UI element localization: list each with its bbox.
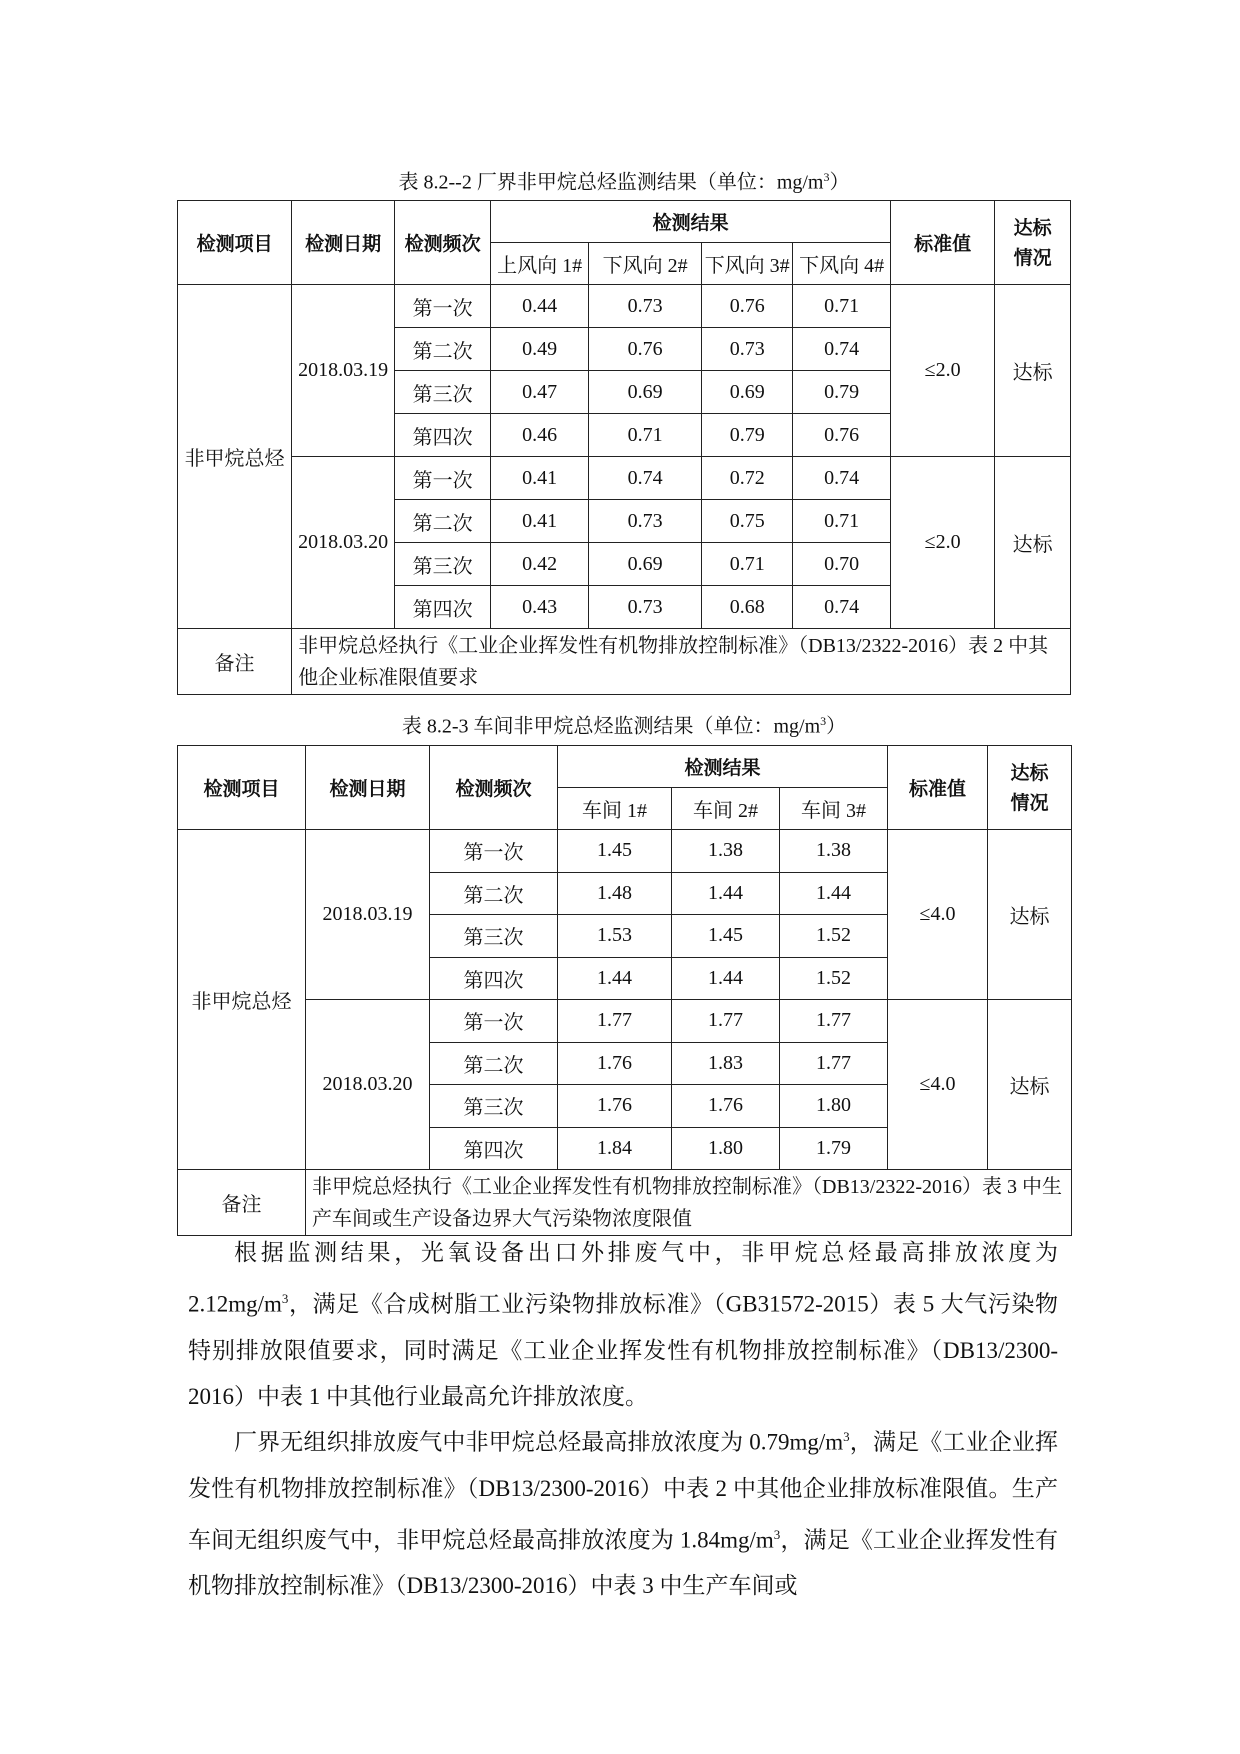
t2-cell: 1.52: [780, 957, 888, 1000]
t1-cell: 0.73: [589, 586, 702, 629]
t2-cell: 1.77: [780, 1000, 888, 1043]
t1-note-text: 非甲烷总烃执行《工业企业挥发性有机物排放控制标准》（DB13/2322-2016）表 2 中其他企业标准限值要求: [292, 629, 1071, 695]
t2-header-compliance-l1: 达标: [1010, 761, 1049, 784]
t1-date-1: 2018.03.19: [292, 285, 395, 457]
t2-status-2: 达标: [988, 1000, 1072, 1170]
t2-status-1: 达标: [988, 830, 1072, 1000]
t2-cell: 1.83: [672, 1042, 780, 1085]
t1-cell: 0.71: [589, 414, 702, 457]
t1-point-2: 下风向 2#: [589, 243, 702, 285]
t1-freq: 第三次: [395, 543, 491, 586]
table1-caption: [177, 165, 1071, 195]
t1-cell: 0.69: [589, 543, 702, 586]
t1-cell: 0.71: [793, 500, 891, 543]
t2-freq: 第二次: [430, 1042, 558, 1085]
t1-standard-1: ≤2.0: [891, 285, 995, 457]
t1-cell: 0.47: [491, 371, 589, 414]
t2-freq: 第三次: [430, 1085, 558, 1128]
table1-caption-sup: 3: [823, 170, 830, 184]
table1: [177, 200, 1071, 695]
t1-point-3: 下风向 3#: [702, 243, 793, 285]
t1-cell: 0.79: [793, 371, 891, 414]
t1-note-label: 备注: [178, 629, 292, 695]
t1-header-compliance-l1: 达标: [1013, 216, 1052, 239]
t1-cell: 0.72: [702, 457, 793, 500]
t2-cell: 1.79: [780, 1127, 888, 1170]
t2-cell: 1.45: [558, 830, 672, 873]
t1-cell: 0.76: [793, 414, 891, 457]
t1-standard-2: ≤2.0: [891, 457, 995, 629]
t1-cell: 0.69: [702, 371, 793, 414]
t2-cell: 1.44: [672, 957, 780, 1000]
t2-point-3: 车间 3#: [780, 788, 888, 830]
t2-standard-1: ≤4.0: [888, 830, 988, 1000]
t1-cell: 0.68: [702, 586, 793, 629]
t1-cell: 0.41: [491, 500, 589, 543]
t1-point-4: 下风向 4#: [793, 243, 891, 285]
t1-cell: 0.44: [491, 285, 589, 328]
t2-cell: 1.76: [558, 1042, 672, 1085]
t2-cell: 1.48: [558, 872, 672, 915]
t1-cell: 0.70: [793, 543, 891, 586]
t1-cell: 0.42: [491, 543, 589, 586]
t1-point-1: 上风向 1#: [491, 243, 589, 285]
t1-cell: 0.73: [589, 285, 702, 328]
t2-note-label: 备注: [178, 1170, 306, 1236]
t2-cell: 1.38: [780, 830, 888, 873]
t1-cell: 0.69: [589, 371, 702, 414]
t2-header-compliance-l2: 情况: [1010, 791, 1049, 814]
paragraph-2-text-a: 厂界无组织排放废气中非甲烷总烃最高排放浓度为 0.79mg/m: [234, 1429, 844, 1455]
table1-caption-text: 表 8.2--2 厂界非甲烷总烃监测结果（单位：mg/m: [398, 171, 824, 194]
t2-point-2: 车间 2#: [672, 788, 780, 830]
t2-header-standard: 标准值: [888, 746, 988, 830]
t2-cell: 1.76: [558, 1085, 672, 1128]
paragraph-2-text-c: ，满足《工业企业挥发性有机物排放控制标准》（DB13/2300-2016）中表 3 中生产车间或: [188, 1527, 1059, 1599]
table2-caption-text: 表 8.2-3 车间非甲烷总烃监测结果（单位：mg/m: [401, 715, 821, 738]
t1-cell: 0.73: [589, 500, 702, 543]
t1-cell: 0.41: [491, 457, 589, 500]
t1-freq: 第二次: [395, 328, 491, 371]
t1-status-1: 达标: [995, 285, 1071, 457]
table2-caption: [177, 709, 1071, 739]
t1-cell: 0.76: [589, 328, 702, 371]
t2-cell: 1.80: [672, 1127, 780, 1170]
t1-header-standard: 标准值: [891, 201, 995, 285]
t2-cell: 1.80: [780, 1085, 888, 1128]
t1-cell: 0.73: [702, 328, 793, 371]
t2-freq: 第四次: [430, 957, 558, 1000]
t2-cell: 1.77: [780, 1042, 888, 1085]
t2-header-date: 检测日期: [306, 746, 430, 830]
table2: [177, 745, 1072, 1236]
t1-cell: 0.71: [702, 543, 793, 586]
t2-header-compliance: [988, 746, 1072, 830]
t2-note-text: 非甲烷总烃执行《工业企业挥发性有机物排放控制标准》（DB13/2322-2016）表 3 中生产车间或生产设备边界大气污染物浓度限值: [306, 1170, 1072, 1236]
t1-cell: 0.71: [793, 285, 891, 328]
paragraph-2-sup-2: 3: [773, 1526, 781, 1542]
paragraph-1-text-b: ，满足《合成树脂工业污染物排放标准》（GB31572-2015）表 5 大气污染物特别排放限值要求，同时满足《工业企业挥发性有机物排放控制标准》（DB13/2300-2016）中表 1 中其他行业最高允许排放浓度。: [188, 1291, 1058, 1409]
t1-header-item: 检测项目: [178, 201, 292, 285]
t1-freq: 第四次: [395, 586, 491, 629]
t1-cell: 0.43: [491, 586, 589, 629]
t1-date-2: 2018.03.20: [292, 457, 395, 629]
table2-caption-sup: 3: [820, 714, 827, 728]
t1-status-2: 达标: [995, 457, 1071, 629]
t1-cell: 0.49: [491, 328, 589, 371]
t1-cell: 0.74: [793, 328, 891, 371]
t2-cell: 1.53: [558, 915, 672, 958]
t1-freq: 第二次: [395, 500, 491, 543]
t1-cell: 0.74: [589, 457, 702, 500]
t1-cell: 0.76: [702, 285, 793, 328]
t2-freq: 第二次: [430, 872, 558, 915]
t2-header-freq: 检测频次: [430, 746, 558, 830]
t2-date-2: 2018.03.20: [306, 1000, 430, 1170]
t2-item: 非甲烷总烃: [178, 830, 306, 1170]
t2-freq: 第四次: [430, 1127, 558, 1170]
t2-cell: 1.77: [558, 1000, 672, 1043]
table1-caption-end: ）: [829, 171, 850, 194]
t2-cell: 1.84: [558, 1127, 672, 1170]
t2-cell: 1.44: [558, 957, 672, 1000]
t2-point-1: 车间 1#: [558, 788, 672, 830]
t1-cell: 0.75: [702, 500, 793, 543]
table2-caption-end: ）: [826, 715, 847, 738]
t1-cell: 0.74: [793, 457, 891, 500]
t1-header-compliance: [995, 201, 1071, 285]
t1-freq: 第一次: [395, 285, 491, 328]
paragraph-2-text-b: ，满足《工业企业挥发性有机物排放控制标准》（DB13/2300-2016）中表 2 中其他企业排放标准限值。生产车间无组织废气中，非甲烷总烃最高排放浓度为 1.84mg/m: [188, 1429, 1058, 1553]
paragraph-1-text-a: 根据监测结果，光氧设备出口外排废气中，非甲烷总烃最高排放浓度为 2.12mg/m: [188, 1240, 1058, 1317]
t2-cell: 1.44: [780, 872, 888, 915]
t2-freq: 第三次: [430, 915, 558, 958]
t1-cell: 0.79: [702, 414, 793, 457]
t2-cell: 1.38: [672, 830, 780, 873]
t2-date-1: 2018.03.19: [306, 830, 430, 1000]
t2-freq: 第一次: [430, 1000, 558, 1043]
paragraph-1: [188, 1230, 1058, 1420]
t1-cell: 0.46: [491, 414, 589, 457]
t2-cell: 1.45: [672, 915, 780, 958]
t1-freq: 第三次: [395, 371, 491, 414]
paragraph-2: [188, 1414, 1058, 1609]
t2-cell: 1.44: [672, 872, 780, 915]
t1-freq: 第四次: [395, 414, 491, 457]
t1-header-freq: 检测频次: [395, 201, 491, 285]
t2-cell: 1.52: [780, 915, 888, 958]
t2-cell: 1.76: [672, 1085, 780, 1128]
t1-freq: 第一次: [395, 457, 491, 500]
t1-header-result: 检测结果: [491, 201, 891, 243]
t1-header-date: 检测日期: [292, 201, 395, 285]
t2-standard-2: ≤4.0: [888, 1000, 988, 1170]
t2-cell: 1.77: [672, 1000, 780, 1043]
paragraph-2-sup-1: 3: [843, 1429, 850, 1444]
t1-item: 非甲烷总烃: [178, 285, 292, 629]
t1-cell: 0.74: [793, 586, 891, 629]
t2-header-result: 检测结果: [558, 746, 888, 788]
t2-header-item: 检测项目: [178, 746, 306, 830]
t2-freq: 第一次: [430, 830, 558, 873]
paragraph-1-sup: 3: [281, 1291, 289, 1306]
t1-header-compliance-l2: 情况: [1013, 246, 1052, 269]
